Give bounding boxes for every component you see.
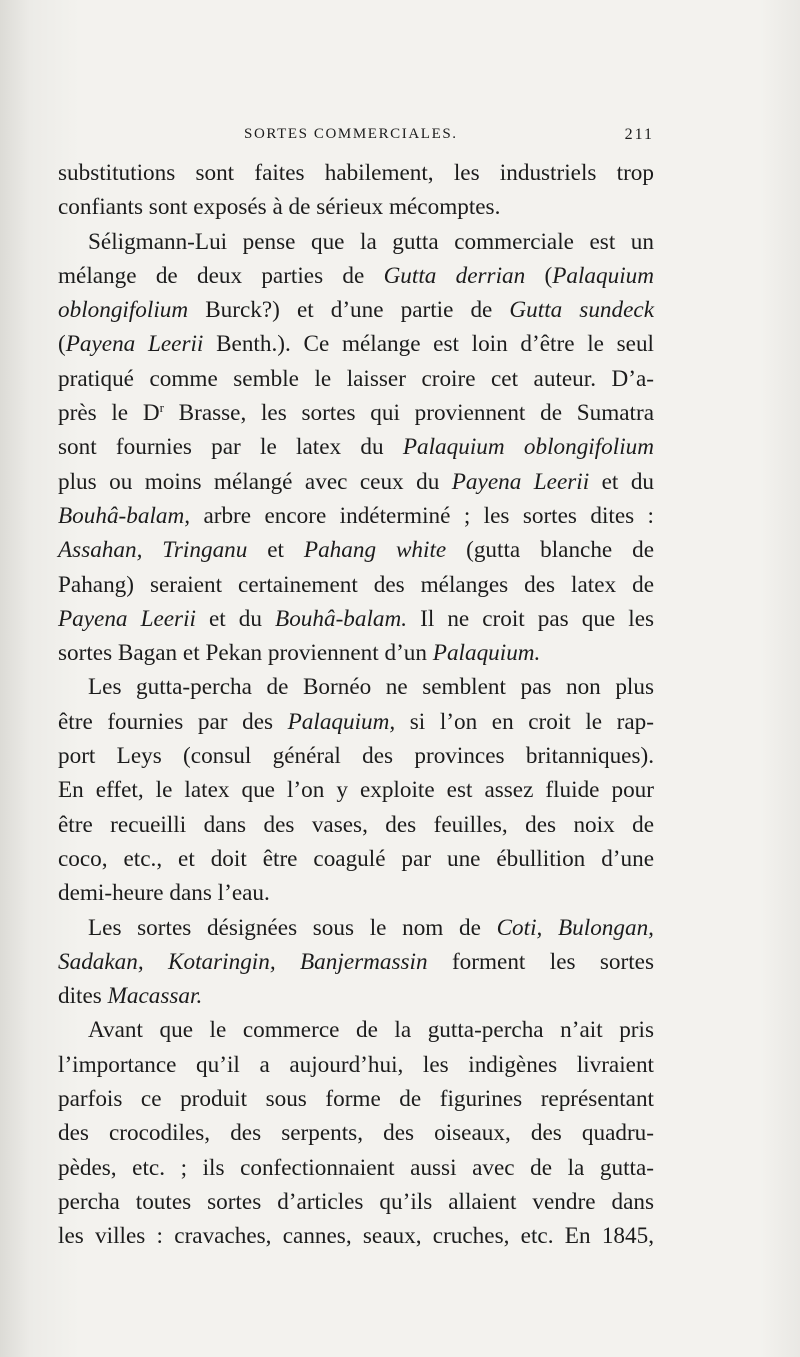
text-line: des crocodiles, des serpents, des oiseaux, des quadru-	[58, 1120, 654, 1147]
text-line: être recueilli dans des vases, des feuilles, des noix de	[58, 811, 654, 838]
text-line: Payena Leerii et du Bouhâ-balam. Il ne croit pas que les	[58, 605, 655, 632]
text-line: Assahan, Tringanu et Pahang white (gutta blanche de	[58, 537, 655, 564]
text-line: Avant que le commerce de la gutta-percha n’ait pris	[88, 1017, 654, 1044]
text-line: sortes Bagan et Pekan proviennent d’un Palaquium.	[58, 640, 541, 667]
text-line: être fournies par des Palaquium, si l’on en croit le rap-	[58, 708, 654, 735]
text-line: sont fournies par le latex du Palaquium oblongifolium	[58, 434, 655, 461]
text-line: mélange de deux parties de Gutta derrian (Palaquium	[58, 262, 654, 289]
text-line: En effet, le latex que l’on y exploite est assez fluide pour	[58, 777, 654, 804]
text-line: demi-heure dans l’eau.	[58, 880, 270, 907]
text-line: port Leys (consul général des provinces britanniques).	[58, 743, 654, 770]
text-line: substitutions sont faites habilement, les industriels trop	[58, 160, 654, 186]
text-line: parfois ce produit sous forme de figurines représentant	[58, 1086, 654, 1113]
text-line: plus ou moins mélangé avec ceux du Payena Leerii et du	[58, 468, 655, 495]
text-line: l’importance qu’il a aujourd’hui, les indigènes livraient	[58, 1051, 654, 1078]
page-header	[58, 126, 654, 150]
text-line: oblongifolium Burck?) et d’une partie de Gutta sundeck	[58, 297, 654, 324]
text-line: Les gutta-percha de Bornéo ne semblent pas non plus	[88, 674, 654, 701]
text-line: Bouhâ-balam, arbre encore indéterminé ; les sortes dites :	[58, 502, 654, 529]
text-line: pèdes, etc. ; ils confectionnaient aussi avec de la gutta-	[58, 1154, 654, 1181]
text-line: (Payena Leerii Benth.). Ce mélange est loin d’être le seul	[58, 331, 654, 358]
text-line: percha toutes sortes d’articles qu’ils allaient vendre dans	[58, 1188, 654, 1215]
page-number: 211	[624, 126, 654, 143]
text-line: coco, etc., et doit être coagulé par une ébullition d’une	[58, 845, 654, 872]
running-head: SORTES COMMERCIALES.	[244, 126, 458, 142]
text-line: Sadakan, Kotaringin, Banjermassin forment les sortes	[58, 948, 654, 975]
text-line: dites Macassar.	[58, 983, 203, 1010]
text-line: Séligmann-Lui pense que la gutta commerciale est un	[88, 228, 654, 255]
text-line: les villes : cravaches, cannes, seaux, cruches, etc. En 1845,	[58, 1223, 654, 1250]
body-text	[58, 156, 654, 1254]
text-line: pratiqué comme semble le laisser croire cet auteur. D’a-	[58, 365, 654, 392]
text-line: Les sortes désignées sous le nom de Coti, Bulongan,	[88, 914, 654, 941]
text-line: confiants sont exposés à de sérieux mécomptes.	[58, 194, 501, 221]
text-line: Pahang) seraient certainement des mélanges des latex de	[58, 571, 654, 598]
text-line: près le $D^r$ Brasse, les sortes qui proviennent de Sumatra	[58, 400, 654, 427]
